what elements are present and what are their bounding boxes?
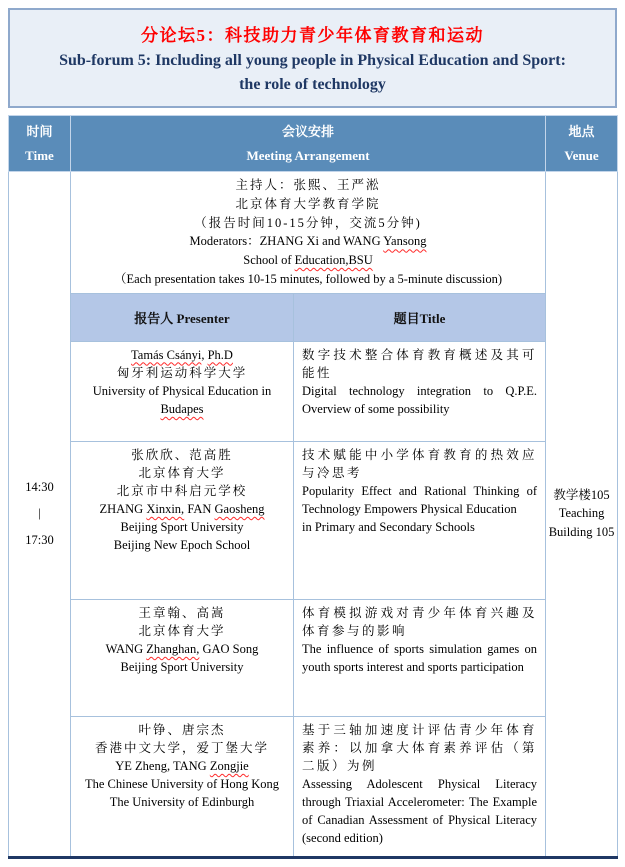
presenter-cell — [71, 441, 294, 599]
time-cell — [9, 172, 71, 858]
text-line: Assessing Adolescent Physical Literacy through Triaxial Accelerometer: The Example of Canadian Assessment of Physical Literacy (second edition) — [302, 776, 538, 846]
text-line: （报告时间10-15分钟，交流5分钟) — [194, 215, 422, 230]
text-line: Popularity Effect and Rational Thinking of Technology Empowers Physical Education — [302, 483, 538, 516]
text-line: 体育模拟游戏对青少年体育兴趣及体育参与的影响 — [302, 605, 538, 638]
text-line: ZHANG Xinxin, FAN Gaosheng — [99, 501, 265, 516]
text-line: | — [38, 506, 41, 521]
header-venue-en: Venue — [564, 147, 599, 163]
text-line: Beijing Sport University — [120, 520, 244, 534]
text-line: 技术赋能中小学体育教育的热效应与冷思考 — [302, 447, 538, 480]
text-line: The Chinese University of Hong Kong — [84, 776, 280, 791]
title-cell — [294, 441, 546, 599]
presenter-cell — [71, 599, 294, 716]
presentation-row-2 — [9, 441, 618, 599]
text-line: 北京体育大学教育学院 — [235, 196, 381, 211]
text-line: 主持人：张熙、王严淞 — [235, 178, 381, 192]
header-time-en: Time — [25, 147, 54, 163]
header-meeting-arrangement — [71, 116, 546, 172]
moderator-cell — [71, 172, 546, 294]
text-line: 叶铮、唐宗杰 — [138, 722, 226, 737]
presentation-row-4 — [9, 716, 618, 857]
forum-title-en — [14, 49, 611, 97]
schedule-table — [8, 115, 618, 859]
text-line: The University of Edinburgh — [109, 795, 255, 809]
text-line: the role of technology — [239, 76, 386, 93]
text-line: Sub-forum 5: Including all young people in Physical Education and Sport: — [59, 52, 566, 69]
header-venue-zh: 地点 — [568, 124, 595, 140]
subheader-presenter: 报告人 Presenter — [71, 293, 294, 341]
text-line: YE Zheng, TANG Zongjie — [115, 758, 249, 773]
forum-title-zh: 分论坛5：科技助力青少年体育教育和运动 — [141, 26, 484, 45]
moderator-row — [9, 172, 618, 294]
text-line: The influence of sports simulation games on youth sports interest and sports participation — [302, 641, 538, 674]
text-line: 数字技术整合体育教育概述及其可能性 — [302, 347, 538, 380]
header-time-zh: 时间 — [26, 124, 53, 140]
text-line: Teaching Building 105 — [548, 506, 615, 540]
text-line: in Primary and Secondary Schools — [302, 520, 475, 534]
table-header-row — [9, 116, 618, 172]
text-line: Moderators：ZHANG Xi and WANG Yansong — [189, 234, 427, 249]
text-line: 张欣欣、范高胜 — [131, 447, 233, 462]
text-line: 北京体育大学 — [138, 623, 226, 638]
text-line: 教学楼105 — [553, 487, 610, 502]
text-line: School of Education,BSU — [243, 253, 373, 267]
venue-cell — [546, 172, 618, 858]
title-cell — [294, 716, 546, 857]
text-line: 北京体育大学 — [138, 465, 226, 480]
text-line: （Each presentation takes 10-15 minutes, followed by a 5-minute discussion) — [113, 271, 503, 286]
forum-title-block — [8, 8, 617, 108]
text-line: 香港中文大学，爱丁堡大学 — [94, 740, 269, 755]
presentation-row-1 — [9, 341, 618, 441]
title-cell — [294, 599, 546, 716]
header-meeting-en: Meeting Arrangement — [246, 147, 370, 163]
header-time — [9, 116, 71, 172]
text-line: Digital technology integration to Q.P.E. Overview of some possibility — [302, 383, 538, 416]
presenter-cell — [71, 716, 294, 857]
text-line: 基于三轴加速度计评估青少年体育素养：以加拿大体育素养评估（第二版）为例 — [302, 722, 538, 773]
text-line: 王章翰、高嵩 — [138, 605, 226, 620]
text-line: WANG Zhanghan, GAO Song — [105, 641, 259, 656]
presenter-cell — [71, 341, 294, 441]
text-line: 北京市中科启元学校 — [116, 483, 248, 498]
header-meeting-zh: 会议安排 — [282, 124, 335, 140]
text-line: Beijing New Epoch School — [113, 538, 251, 553]
subheader-row — [9, 293, 618, 341]
presentation-row-3 — [9, 599, 618, 716]
header-venue — [546, 116, 618, 172]
text-line: 匈牙利运动科学大学 — [116, 365, 248, 380]
text-line: 14:30 — [25, 479, 54, 494]
text-line: Tamás Csányi, Ph.D — [131, 347, 233, 362]
text-line: 17:30 — [25, 533, 54, 548]
text-line: University of Physical Education in Budapes — [92, 383, 272, 416]
title-cell — [294, 341, 546, 441]
subheader-title: 题目Title — [294, 293, 546, 341]
text-line: Beijing Sport University — [120, 659, 244, 674]
